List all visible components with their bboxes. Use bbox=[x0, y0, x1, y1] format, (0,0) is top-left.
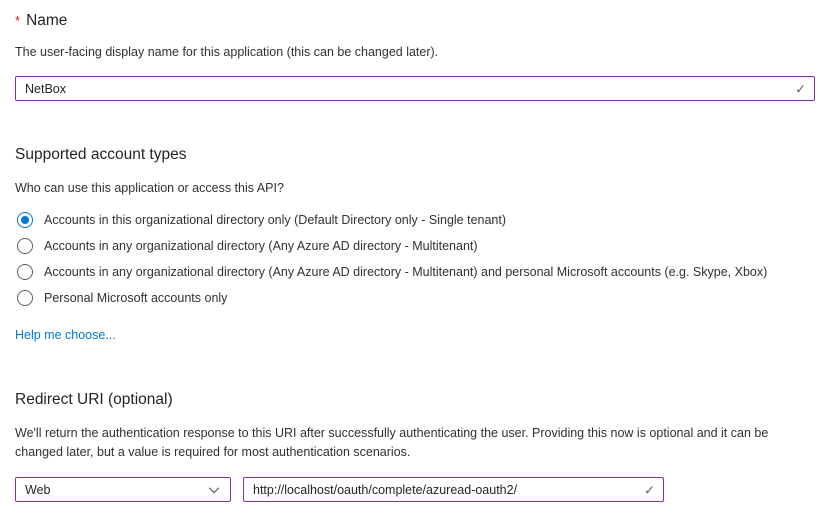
account-type-option-label[interactable]: Personal Microsoft accounts only bbox=[44, 291, 228, 305]
redirect-uri-controls bbox=[15, 477, 815, 502]
checkmark-icon: ✓ bbox=[795, 81, 806, 96]
redirect-uri-title: Redirect URI (optional) bbox=[15, 391, 173, 408]
account-type-option[interactable] bbox=[15, 259, 815, 285]
name-input[interactable] bbox=[15, 76, 815, 101]
account-type-radio[interactable] bbox=[17, 290, 33, 306]
help-me-choose-link[interactable]: Help me choose... bbox=[15, 328, 116, 342]
account-type-option[interactable] bbox=[15, 285, 815, 311]
account-types-title: Supported account types bbox=[15, 146, 187, 163]
name-description: The user-facing display name for this application (this can be changed later). bbox=[15, 45, 439, 59]
name-section-title bbox=[15, 12, 815, 30]
redirect-uri-input[interactable] bbox=[243, 477, 664, 502]
account-types-question: Who can use this application or access this API? bbox=[15, 181, 284, 195]
redirect-uri-description: We'll return the authentication response to this URI after successfully authenticating the user. Providing this now is optional and it can be changed later, but a value is required for most authentication scenarios. bbox=[15, 426, 769, 459]
redirect-uri-field-wrapper bbox=[243, 477, 664, 502]
account-type-option-label[interactable]: Accounts in any organizational directory (Any Azure AD directory - Multitenant) bbox=[44, 239, 478, 253]
account-type-option-label[interactable]: Accounts in this organizational directory only (Default Directory only - Single tenant) bbox=[44, 213, 507, 227]
account-type-option[interactable] bbox=[15, 207, 815, 233]
platform-select[interactable] bbox=[15, 477, 231, 502]
platform-select-value: Web bbox=[25, 482, 51, 497]
account-type-radio[interactable] bbox=[17, 238, 33, 254]
account-type-radio[interactable] bbox=[17, 264, 33, 280]
account-type-option-label[interactable]: Accounts in any organizational directory (Any Azure AD directory - Multitenant) and personal Microsoft accounts (e.g. Skype, Xbox) bbox=[44, 265, 768, 279]
account-types-radio-group bbox=[15, 207, 815, 311]
name-field-wrapper bbox=[15, 76, 815, 101]
checkmark-icon: ✓ bbox=[644, 482, 655, 497]
account-type-radio[interactable] bbox=[17, 212, 33, 228]
chevron-down-icon bbox=[207, 483, 221, 497]
required-asterisk: * bbox=[15, 13, 21, 28]
account-type-option[interactable] bbox=[15, 233, 815, 259]
name-label: Name bbox=[26, 12, 68, 29]
